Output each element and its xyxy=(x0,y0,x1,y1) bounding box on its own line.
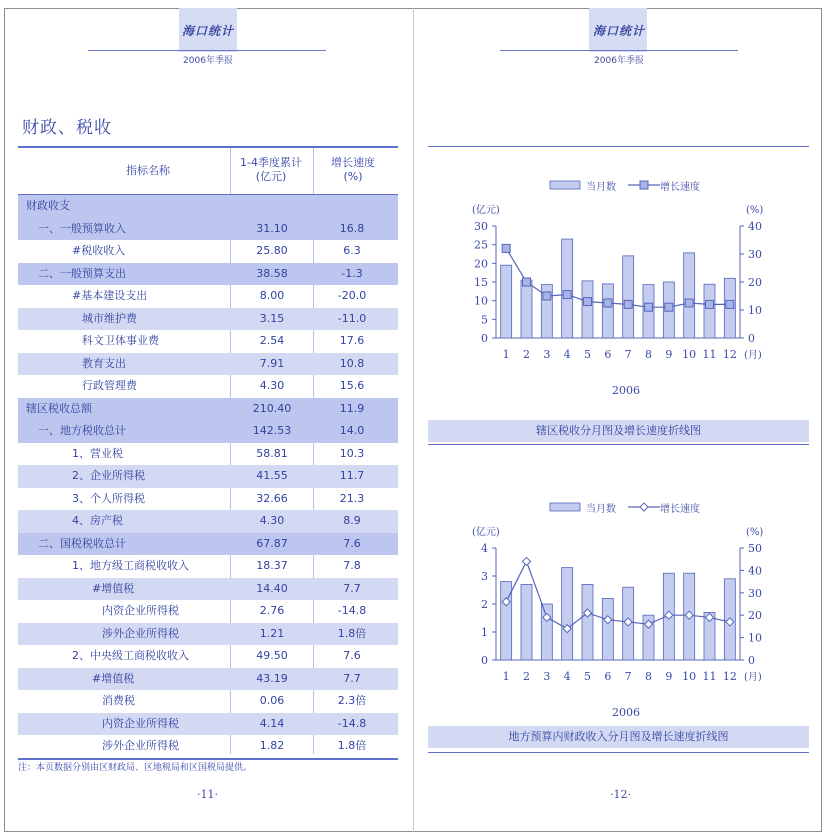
right-tick-label: 20 xyxy=(748,609,762,623)
x-tick-label: 6 xyxy=(604,348,612,361)
row-growth: 15.6 xyxy=(339,379,365,392)
x-tick-label: 3 xyxy=(543,348,551,361)
table-row xyxy=(18,690,398,713)
row-label: 3、个人所得税 xyxy=(72,491,145,505)
row-label: 内资企业所得税 xyxy=(102,716,179,730)
left-tick-label: 30 xyxy=(474,220,488,233)
x-tick-label: 3 xyxy=(543,670,551,683)
row-value: 43.19 xyxy=(256,671,288,685)
growth-line xyxy=(506,248,730,307)
line-point xyxy=(543,292,551,300)
row-growth: 10.3 xyxy=(339,446,365,460)
x-tick-label: 1 xyxy=(502,670,510,683)
row-growth: 6.3 xyxy=(343,244,361,257)
left-tick-label: 5 xyxy=(481,313,488,327)
legend-line-label: 增长速度 xyxy=(660,504,700,515)
row-label: 财政收支 xyxy=(26,199,70,212)
x-tick-label: 4 xyxy=(563,670,571,683)
row-label: 内资企业所得税 xyxy=(102,604,179,617)
x-axis-unit: (月) xyxy=(744,672,762,683)
table-row xyxy=(18,240,398,263)
row-label: 涉外企业所得税 xyxy=(102,739,179,752)
row-growth: 7.6 xyxy=(343,536,361,550)
left-tick-label: 20 xyxy=(474,257,488,271)
left-tick-label: 15 xyxy=(474,276,488,289)
bar xyxy=(582,281,593,338)
row-value: 0.06 xyxy=(259,694,285,707)
row-growth: 7.7 xyxy=(343,671,361,685)
row-value: 49.50 xyxy=(256,649,288,662)
table-row xyxy=(18,353,398,376)
edition-left: 2006年季报 xyxy=(183,56,233,66)
chart-budget-monthly xyxy=(428,492,809,722)
x-tick-label: 10 xyxy=(682,670,697,683)
right-tick-label: 10 xyxy=(748,304,762,317)
row-value: 210.40 xyxy=(252,401,292,415)
line-point xyxy=(523,278,531,286)
table-row xyxy=(18,375,398,398)
row-value: 58.81 xyxy=(256,446,288,460)
legend-line-label: 增长速度 xyxy=(660,182,700,193)
row-growth: 14.0 xyxy=(339,424,365,437)
row-growth: 7.8 xyxy=(343,559,361,572)
right-tick-label: 10 xyxy=(748,631,762,645)
bar xyxy=(521,584,532,660)
line-point xyxy=(502,244,510,252)
table-row xyxy=(18,735,398,758)
table-row xyxy=(18,488,398,511)
line-point xyxy=(665,303,673,311)
table-row xyxy=(18,308,398,331)
row-growth: 1.8倍 xyxy=(337,626,367,640)
table-row xyxy=(18,600,398,623)
x-tick-label: 11 xyxy=(702,348,717,361)
left-tick-label: 2 xyxy=(481,598,488,611)
chart2-bottom-rule xyxy=(428,752,809,753)
x-tick-label: 12 xyxy=(722,670,737,683)
row-value: 1.82 xyxy=(259,739,285,752)
right-tick-label: 0 xyxy=(748,654,755,667)
x-tick-label: 10 xyxy=(682,348,697,361)
row-label: #增值税 xyxy=(92,671,135,685)
row-value: 2.76 xyxy=(259,604,285,617)
header-value: 1-4季度累计 (亿元) xyxy=(240,156,302,183)
right-tick-label: 0 xyxy=(748,332,755,345)
chart1-bottom-rule xyxy=(428,444,809,445)
bar xyxy=(623,256,634,338)
bar xyxy=(684,253,695,338)
bar xyxy=(704,284,715,338)
header-line-right xyxy=(500,50,738,51)
row-label: 1、营业税 xyxy=(72,446,123,460)
left-tick-label: 0 xyxy=(481,654,488,667)
x-axis-unit: (月) xyxy=(744,350,762,361)
table-row xyxy=(18,330,398,353)
table-row xyxy=(18,555,398,578)
bar xyxy=(582,584,593,660)
row-growth: 11.9 xyxy=(339,401,365,415)
legend-bar-label: 当月数 xyxy=(586,182,616,193)
left-axis-unit: (亿元) xyxy=(472,527,500,538)
x-tick-label: 11 xyxy=(702,670,717,683)
legend-bar-swatch xyxy=(550,503,580,511)
table-header xyxy=(18,146,398,194)
table-row xyxy=(18,285,398,308)
x-tick-label: 7 xyxy=(624,670,632,683)
row-value: 7.91 xyxy=(259,356,285,370)
row-value: 25.80 xyxy=(256,244,288,257)
left-tick-label: 10 xyxy=(474,294,488,308)
left-tick-label: 4 xyxy=(481,542,488,555)
row-growth: 1.8倍 xyxy=(337,739,367,752)
row-growth: 16.8 xyxy=(339,221,365,235)
section-title: 财政、税收 xyxy=(22,118,112,138)
row-growth: -1.3 xyxy=(341,266,363,280)
left-tick-label: 1 xyxy=(481,626,488,639)
bar xyxy=(501,265,512,338)
left-tick-label: 3 xyxy=(481,570,488,583)
line-point xyxy=(523,557,531,565)
x-tick-label: 9 xyxy=(665,670,673,683)
legend-bar-label: 当月数 xyxy=(586,504,616,515)
table-body xyxy=(18,195,398,758)
row-value: 4.30 xyxy=(259,379,285,392)
page-number-right: ·12· xyxy=(610,788,631,801)
row-value: 41.55 xyxy=(256,469,288,482)
row-value: 4.30 xyxy=(259,514,285,527)
row-growth: 10.8 xyxy=(339,356,365,370)
x-tick-label: 6 xyxy=(604,670,612,683)
row-label: 教育支出 xyxy=(82,356,126,370)
table-row xyxy=(18,533,398,556)
x-tick-label: 9 xyxy=(665,348,673,361)
table-row xyxy=(18,713,398,736)
line-point xyxy=(624,300,632,308)
table-row xyxy=(18,578,398,601)
right-top-rule xyxy=(428,146,809,147)
row-label: #增值税 xyxy=(92,581,135,595)
right-tick-label: 50 xyxy=(748,542,762,555)
right-axis-unit: (%) xyxy=(746,527,764,538)
header-name: 指标名称 xyxy=(126,164,170,177)
right-tick-label: 30 xyxy=(748,248,762,261)
line-point xyxy=(645,303,653,311)
x-axis-label: 2006 xyxy=(612,706,640,719)
row-value: 31.10 xyxy=(256,221,288,235)
logo-left: 海口统计 xyxy=(181,24,234,38)
row-value: 32.66 xyxy=(256,491,288,505)
right-tick-label: 40 xyxy=(748,564,762,578)
row-label: 2、企业所得税 xyxy=(72,469,145,482)
row-growth: -11.0 xyxy=(337,311,367,325)
row-growth: -14.8 xyxy=(337,716,367,730)
row-growth: 21.3 xyxy=(339,491,365,505)
x-tick-label: 12 xyxy=(722,348,737,361)
table-row xyxy=(18,398,398,421)
row-value: 67.87 xyxy=(256,536,288,550)
row-value: 1.21 xyxy=(259,626,285,640)
row-growth: 17.6 xyxy=(339,334,365,347)
page-number-left: ·11· xyxy=(197,788,218,801)
row-label: 2、中央级工商税收收入 xyxy=(72,649,189,662)
table-row xyxy=(18,443,398,466)
row-growth: 7.7 xyxy=(343,581,361,595)
table-row xyxy=(18,195,398,218)
row-value: 2.54 xyxy=(259,334,285,347)
row-label: 一、地方税收总计 xyxy=(38,424,126,437)
x-tick-label: 2 xyxy=(523,348,530,361)
row-value: 3.15 xyxy=(259,311,285,325)
edition-right: 2006年季报 xyxy=(594,56,644,66)
bar xyxy=(602,598,613,660)
growth-line xyxy=(506,561,730,628)
row-value: 18.37 xyxy=(256,559,288,572)
right-axis-unit: (%) xyxy=(746,205,764,216)
table-row xyxy=(18,465,398,488)
bar xyxy=(541,604,552,660)
table-row xyxy=(18,218,398,241)
x-tick-label: 2 xyxy=(523,670,530,683)
x-tick-label: 5 xyxy=(584,348,591,361)
row-label: 城市维护费 xyxy=(82,311,137,325)
line-point xyxy=(563,291,571,299)
row-growth: 7.6 xyxy=(343,649,361,662)
x-tick-label: 8 xyxy=(645,348,652,361)
page-spine xyxy=(413,8,414,832)
row-label: 涉外企业所得税 xyxy=(102,626,179,640)
line-point xyxy=(584,298,592,306)
table-row xyxy=(18,420,398,443)
row-value: 14.40 xyxy=(256,581,288,595)
finance-table xyxy=(18,146,398,760)
row-label: 辖区税收总额 xyxy=(26,401,92,415)
row-label: 科文卫体事业费 xyxy=(82,334,159,347)
chart1-title: 辖区税收分月图及增长速度折线图 xyxy=(428,420,809,442)
right-tick-label: 30 xyxy=(748,586,762,600)
x-tick-label: 1 xyxy=(502,348,510,361)
logo-right: 海口统计 xyxy=(592,24,645,38)
row-label: 二、国税税收总计 xyxy=(38,536,126,550)
right-tick-label: 40 xyxy=(748,220,762,233)
chart2-title: 地方预算内财政收入分月图及增长速度折线图 xyxy=(428,726,809,748)
row-growth: -20.0 xyxy=(337,289,367,302)
x-tick-label: 8 xyxy=(645,670,652,683)
row-value: 142.53 xyxy=(252,424,292,437)
row-label: 消费税 xyxy=(102,694,135,707)
row-label: 二、一般预算支出 xyxy=(38,266,126,280)
row-value: 38.58 xyxy=(256,266,288,280)
legend-line-marker xyxy=(640,503,648,511)
bar xyxy=(602,284,613,338)
bar xyxy=(562,568,573,660)
table-row xyxy=(18,623,398,646)
row-growth: 11.7 xyxy=(339,469,365,482)
table-row xyxy=(18,668,398,691)
row-label: 1、地方级工商税收收入 xyxy=(72,559,189,572)
row-label: 一、一般预算收入 xyxy=(38,221,126,235)
row-label: #税收收入 xyxy=(72,244,126,257)
line-point xyxy=(726,300,734,308)
line-point xyxy=(706,300,714,308)
header-line-left xyxy=(88,50,326,51)
row-growth: 2.3倍 xyxy=(337,694,367,707)
row-value: 4.14 xyxy=(259,716,285,730)
right-tick-label: 20 xyxy=(748,276,762,289)
row-growth: -14.8 xyxy=(337,604,367,617)
row-growth: 8.9 xyxy=(343,514,361,527)
row-value: 8.00 xyxy=(259,289,285,302)
left-tick-label: 0 xyxy=(481,332,488,345)
x-axis-label: 2006 xyxy=(612,384,640,397)
legend-line-marker xyxy=(640,181,648,189)
x-tick-label: 5 xyxy=(584,670,591,683)
row-label: 行政管理费 xyxy=(82,379,137,392)
header-growth: 增长速度 (%) xyxy=(331,156,375,183)
source-note: 注：本页数据分别由区财政局、区地税局和区国税局提供。 xyxy=(18,763,253,773)
x-tick-label: 4 xyxy=(563,348,571,361)
left-axis-unit: (亿元) xyxy=(472,205,500,216)
legend-bar-swatch xyxy=(550,181,580,189)
x-tick-label: 7 xyxy=(624,348,632,361)
row-label: 4、房产税 xyxy=(72,514,123,527)
bar xyxy=(562,239,573,338)
table-row xyxy=(18,510,398,533)
chart-tax-monthly xyxy=(428,170,809,400)
left-tick-label: 25 xyxy=(474,238,488,252)
row-label: #基本建设支出 xyxy=(72,289,148,302)
table-row xyxy=(18,645,398,668)
table-row xyxy=(18,263,398,286)
line-point xyxy=(685,299,693,307)
line-point xyxy=(604,299,612,307)
bar xyxy=(521,280,532,338)
